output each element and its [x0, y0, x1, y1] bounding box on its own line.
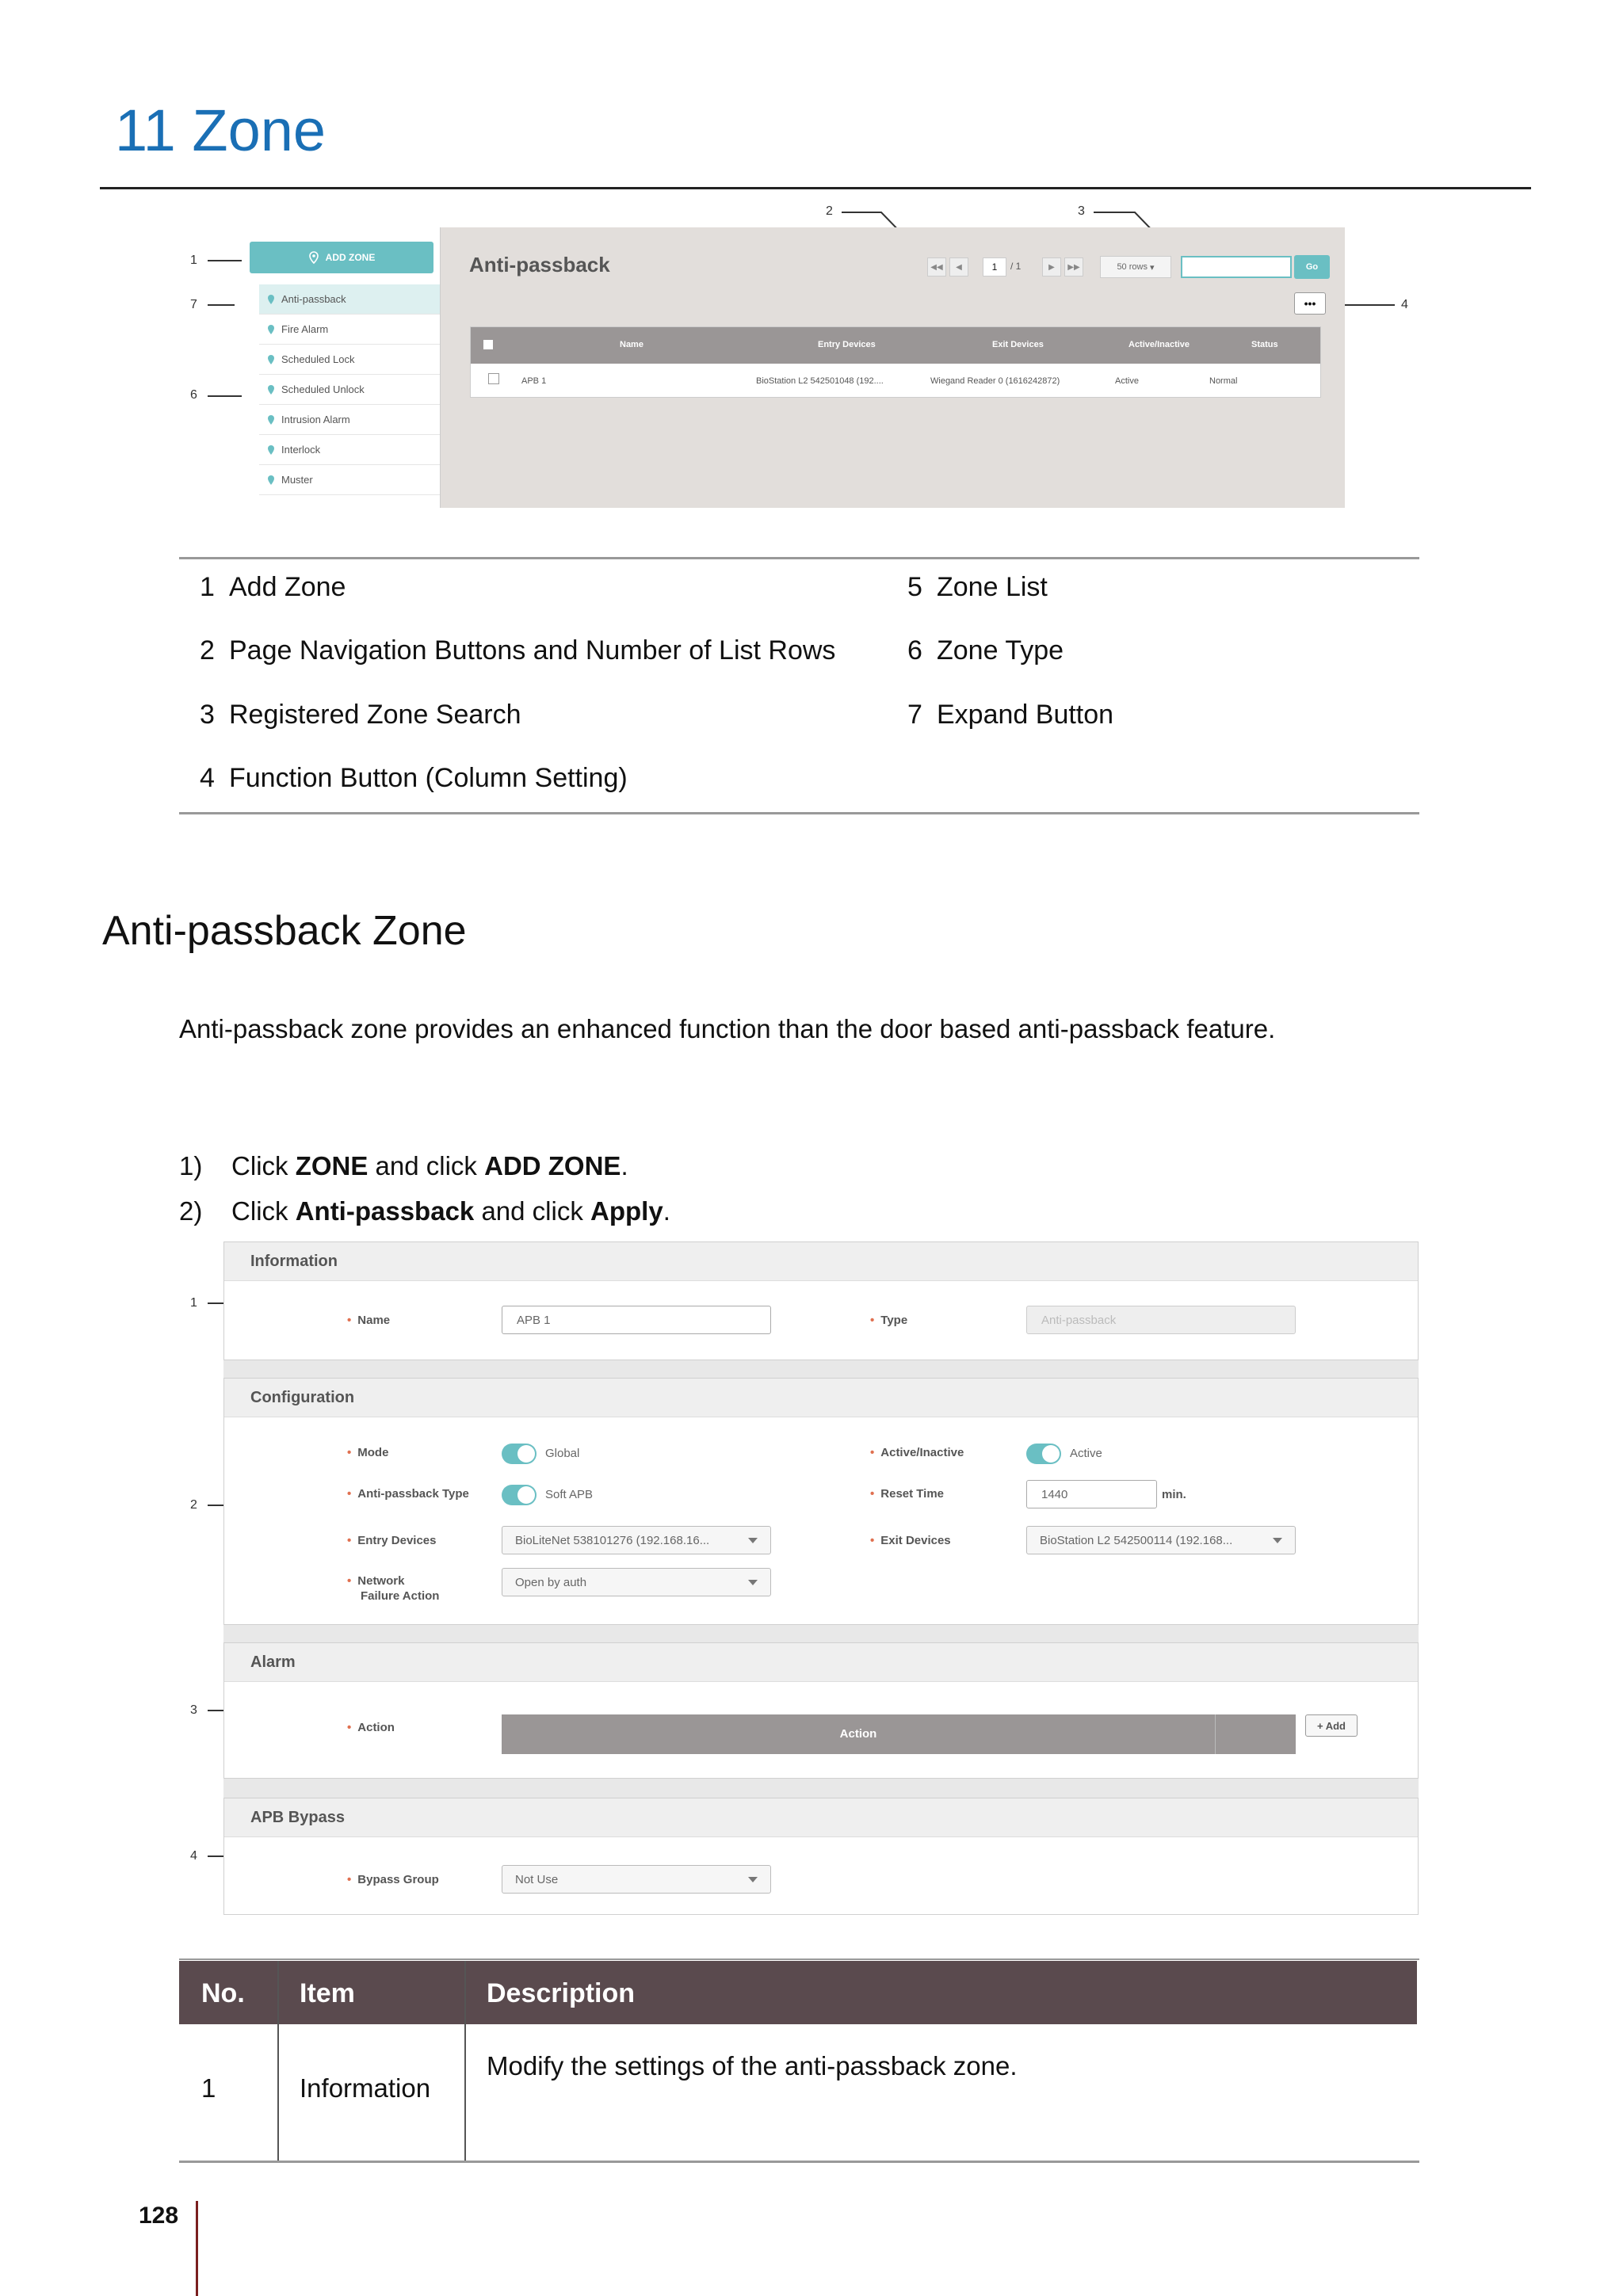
mode-label: • Mode: [347, 1446, 389, 1459]
step-number: 1): [179, 1151, 203, 1180]
label-text: Action: [357, 1721, 395, 1734]
step-text: Click: [231, 1151, 296, 1180]
label-text: Bypass Group: [357, 1873, 439, 1886]
step-text: and click: [474, 1196, 591, 1226]
active-value: Active: [1070, 1447, 1102, 1460]
panel-header: [224, 1242, 1418, 1281]
panel-header: [224, 1379, 1418, 1417]
reset-time-label: • Reset Time: [870, 1487, 945, 1501]
zone-list-screenshot: [242, 227, 1345, 508]
callout-3: 3: [190, 1703, 197, 1717]
label-text: Mode: [357, 1446, 389, 1459]
rows-per-page-select[interactable]: 50 rows ▾: [1100, 256, 1171, 278]
cell-exit: Wiegand Reader 0 (1616242872): [930, 376, 1060, 386]
column-header[interactable]: Exit Devices: [992, 340, 1044, 349]
mode-toggle[interactable]: [502, 1444, 537, 1464]
step-text: .: [663, 1196, 670, 1226]
table-header: [179, 1961, 1417, 2024]
network-failure-label: • Network Failure Action: [347, 1574, 440, 1603]
table-cell-description: Modify the settings of the anti-passback zone.: [487, 2051, 1018, 2081]
callout-2: 2: [826, 204, 833, 218]
label-text: Entry Devices: [357, 1534, 437, 1547]
search-go-button[interactable]: Go: [1294, 255, 1330, 279]
zone-type-scheduled-unlock[interactable]: [259, 375, 440, 405]
step-1: [179, 1151, 628, 1181]
active-label: • Active/Inactive: [870, 1446, 964, 1459]
label-text: Failure Action: [361, 1589, 440, 1603]
page-number: 128: [139, 2203, 179, 2229]
cell-entry: BioStation L2 542501048 (192....: [756, 376, 884, 386]
label-text: Active/Inactive: [880, 1446, 964, 1459]
table-cell-item: Information: [300, 2073, 431, 2103]
location-pin-icon: [267, 445, 275, 455]
legend-text: Zone Type: [937, 635, 1064, 666]
location-pin-icon: [267, 475, 275, 485]
legend-num: 7: [907, 700, 922, 730]
page-number-rule: [196, 2201, 198, 2296]
section-title: Anti-passback Zone: [102, 908, 467, 954]
column-divider: [1215, 1714, 1216, 1754]
apb-bypass-panel: [223, 1798, 1419, 1915]
callout-4: 4: [1401, 298, 1408, 311]
label-text: Anti-passback Type: [357, 1487, 469, 1501]
bypass-group-select[interactable]: [502, 1865, 771, 1894]
reset-time-input[interactable]: 1440: [1026, 1480, 1157, 1508]
add-action-button[interactable]: + Add: [1305, 1714, 1358, 1737]
zone-type-label: Scheduled Lock: [281, 353, 355, 365]
step-number: 2): [179, 1196, 203, 1226]
column-header[interactable]: Status: [1251, 340, 1278, 349]
panel-header: [224, 1798, 1418, 1837]
callout-1: 1: [190, 1296, 197, 1310]
chevron-down-icon: [748, 1877, 758, 1882]
zone-search-input[interactable]: [1181, 256, 1292, 278]
legend-top-rule: [179, 557, 1419, 559]
column-divider: [464, 1961, 466, 2161]
chapter-title: 11 Zone: [115, 97, 327, 163]
page-number-input[interactable]: 1: [983, 257, 1006, 277]
zone-type-muster[interactable]: [259, 465, 440, 495]
legend-num: 1: [200, 572, 215, 602]
location-pin-icon: [308, 251, 319, 264]
cell-status: Normal: [1209, 376, 1238, 386]
legend-num: 3: [200, 700, 215, 730]
zone-table-header: [471, 327, 1320, 364]
chevron-down-icon: [748, 1580, 758, 1585]
zone-type-label: Intrusion Alarm: [281, 414, 350, 425]
table-top-rule: [179, 1958, 1419, 1960]
legend-num: 2: [200, 635, 215, 666]
entry-devices-label: • Entry Devices: [347, 1534, 437, 1547]
legend-text: Function Button (Column Setting): [229, 763, 628, 793]
exit-devices-label: • Exit Devices: [870, 1534, 951, 1547]
legend-text: Add Zone: [229, 572, 346, 602]
legend-text: Expand Button: [937, 700, 1114, 730]
zone-table: [470, 326, 1321, 398]
row-checkbox[interactable]: [488, 373, 499, 384]
legend-num: 5: [907, 572, 922, 602]
information-panel: [223, 1241, 1419, 1360]
apb-type-label: • Anti-passback Type: [347, 1487, 469, 1501]
callout-6: 6: [190, 388, 197, 402]
table-bottom-rule: [179, 2161, 1419, 2163]
prev-page-button[interactable]: ◀: [949, 257, 968, 277]
type-label: • Type: [870, 1314, 908, 1327]
panel-header: [224, 1643, 1418, 1682]
callout-4: 4: [190, 1849, 197, 1863]
intro-paragraph: Anti-passback zone provides an enhanced function than the door based anti-passback feature.: [179, 1014, 1276, 1043]
zone-type-intrusion-alarm[interactable]: [259, 405, 440, 435]
name-label: • Name: [347, 1314, 391, 1327]
zone-type-label: Interlock: [281, 444, 321, 456]
network-failure-select[interactable]: [502, 1568, 771, 1596]
rows-label: 50 rows: [1117, 262, 1148, 272]
zone-type-interlock[interactable]: [259, 435, 440, 465]
select-value: BioLiteNet 538101276 (192.168.16...: [515, 1533, 710, 1547]
alarm-panel: [223, 1642, 1419, 1779]
location-pin-icon: [267, 355, 275, 364]
action-label: • Action: [347, 1721, 395, 1734]
bypass-group-label: • Bypass Group: [347, 1873, 439, 1886]
add-zone-label: ADD ZONE: [325, 252, 376, 263]
callout-7: 7: [190, 298, 197, 311]
column-setting-button[interactable]: •••: [1294, 292, 1326, 315]
zone-type-anti-passback[interactable]: [259, 284, 440, 315]
legend-num: 6: [907, 635, 922, 666]
column-header[interactable]: Name: [620, 340, 643, 349]
callout-2: 2: [190, 1498, 197, 1512]
chevron-down-icon: [1273, 1538, 1282, 1543]
table-cell-no: 1: [201, 2073, 216, 2103]
panel-title: APB Bypass: [250, 1809, 345, 1826]
entry-devices-select[interactable]: [502, 1526, 771, 1554]
select-value: Open by auth: [515, 1575, 587, 1589]
zone-type-label: Anti-passback: [281, 293, 346, 305]
legend-bottom-rule: [179, 812, 1419, 814]
column-divider: [277, 1961, 279, 2161]
legend-text: Registered Zone Search: [229, 700, 521, 730]
zone-settings-screenshot: [223, 1241, 1419, 1915]
label-text: Reset Time: [880, 1487, 945, 1501]
cell-name: APB 1: [521, 376, 547, 386]
location-pin-icon: [267, 295, 275, 304]
label-text: Type: [880, 1314, 908, 1327]
zone-type-label: Scheduled Unlock: [281, 383, 365, 395]
add-zone-button[interactable]: [250, 242, 433, 273]
action-column-header: Action: [839, 1727, 877, 1741]
last-page-button[interactable]: ▶▶: [1064, 257, 1083, 277]
next-page-button[interactable]: ▶: [1042, 257, 1061, 277]
screenshot2-callout-lines: [0, 1236, 254, 1917]
mode-value: Global: [545, 1447, 580, 1460]
panel-title: Information: [250, 1253, 338, 1270]
header-item: Item: [300, 1978, 355, 2008]
apb-type-toggle[interactable]: [502, 1485, 537, 1505]
zone-type-label: Muster: [281, 474, 313, 486]
location-pin-icon: [267, 385, 275, 395]
legend-text: Zone List: [937, 572, 1048, 602]
label-text: Network: [357, 1574, 405, 1588]
reset-unit: min.: [1162, 1488, 1186, 1501]
legend-num: 4: [200, 763, 215, 793]
header-description: Description: [487, 1978, 636, 2008]
panel-title: Configuration: [250, 1389, 355, 1406]
step-bold: Anti-passback: [295, 1196, 475, 1226]
step-text: .: [621, 1151, 628, 1180]
zone-type-fire-alarm[interactable]: [259, 315, 440, 345]
apb-type-value: Soft APB: [545, 1488, 594, 1501]
exit-devices-select[interactable]: [1026, 1526, 1296, 1554]
chevron-down-icon: [748, 1538, 758, 1543]
step-text: and click: [368, 1151, 485, 1180]
header-no: No.: [201, 1978, 245, 2008]
step-bold: ZONE: [295, 1151, 369, 1180]
label-text: Exit Devices: [880, 1534, 951, 1547]
configuration-panel: [223, 1378, 1419, 1625]
location-pin-icon: [267, 415, 275, 425]
action-table-header: [502, 1714, 1296, 1754]
cell-active: Active: [1115, 376, 1139, 386]
select-value: BioStation L2 542500114 (192.168...: [1040, 1533, 1233, 1547]
zone-sidebar: [242, 227, 441, 508]
select-value: Not Use: [515, 1872, 559, 1886]
callout-1: 1: [190, 254, 197, 267]
step-bold: Apply: [590, 1196, 663, 1226]
type-input: Anti-passback: [1026, 1306, 1296, 1334]
zone-list-heading: Anti-passback: [469, 253, 610, 277]
step-text: Click: [231, 1196, 296, 1226]
first-page-button[interactable]: ◀◀: [927, 257, 946, 277]
step-bold: ADD ZONE: [484, 1151, 621, 1180]
legend-text: Page Navigation Buttons and Number of List Rows: [229, 635, 836, 666]
label-text: Name: [357, 1314, 391, 1327]
zone-type-scheduled-lock[interactable]: [259, 345, 440, 375]
column-header[interactable]: Entry Devices: [818, 340, 876, 349]
name-input[interactable]: APB 1: [502, 1306, 771, 1334]
active-toggle[interactable]: [1026, 1444, 1061, 1464]
zone-type-label: Fire Alarm: [281, 323, 329, 335]
column-header[interactable]: Active/Inactive: [1128, 340, 1190, 349]
panel-title: Alarm: [250, 1653, 296, 1671]
location-pin-icon: [267, 325, 275, 334]
callout-3: 3: [1078, 204, 1085, 218]
page-total: / 1: [1010, 261, 1022, 272]
select-all-checkbox[interactable]: [483, 340, 493, 349]
step-2: [179, 1196, 670, 1226]
